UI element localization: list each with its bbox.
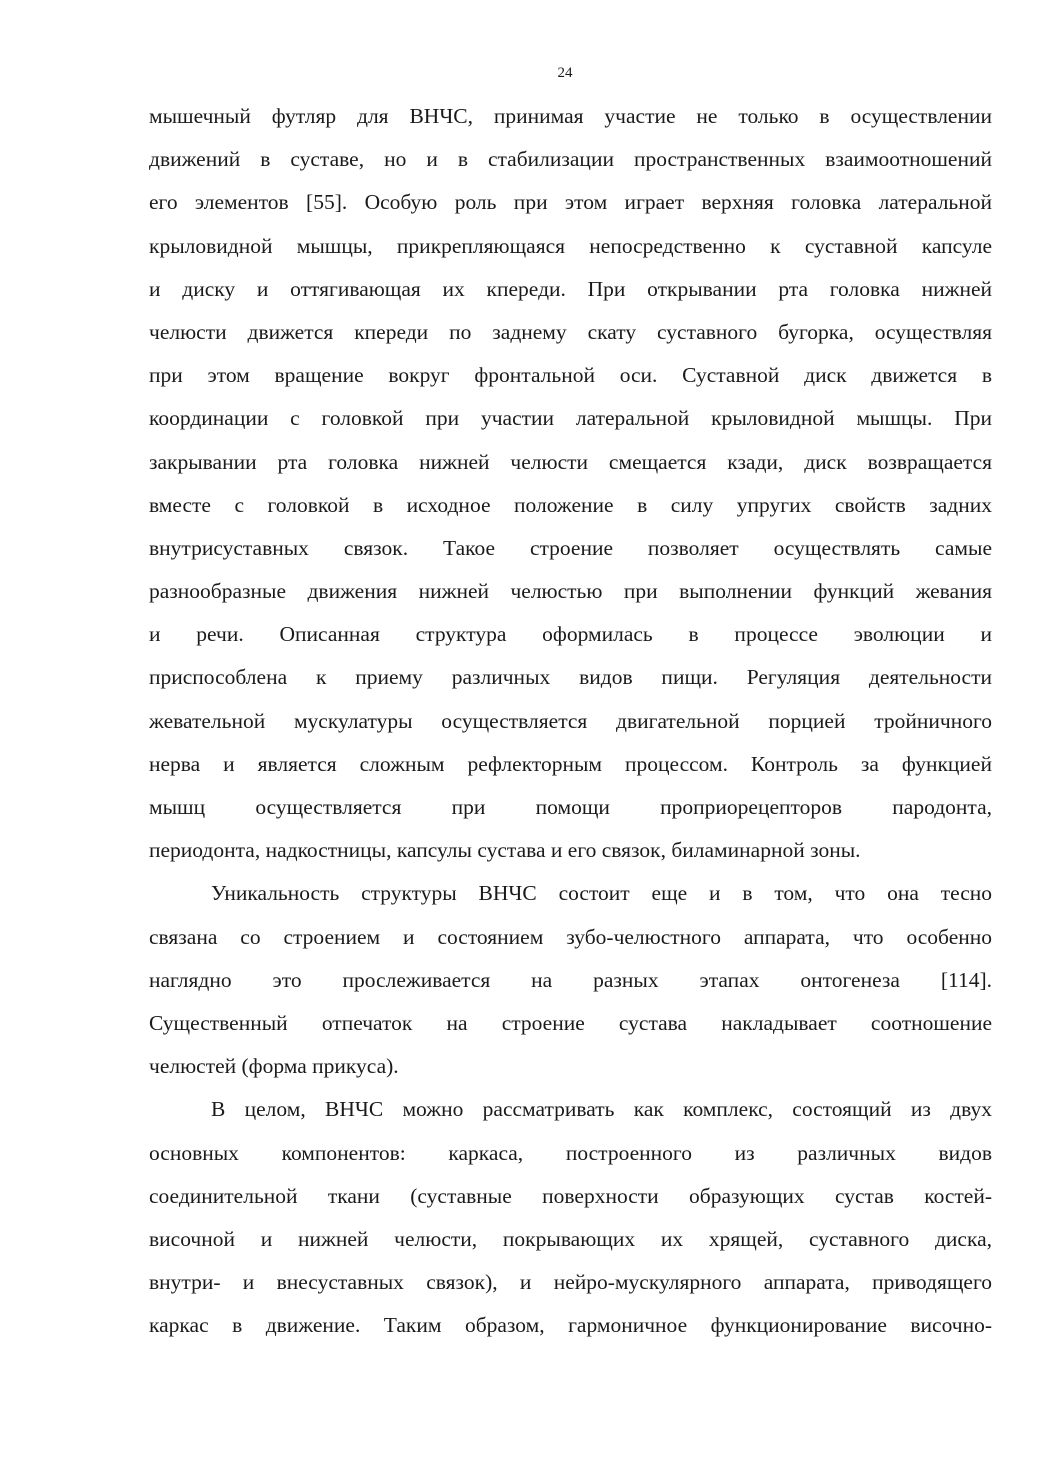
text-line: закрывании рта головка нижней челюсти смещается кзади, диск возвращается: [149, 449, 992, 474]
text-line: и диску и оттягивающая их кпереди. При открывании рта головка нижней: [149, 276, 992, 301]
text-line: мышечный футляр для ВНЧС, принимая участие не только в осуществлении: [149, 104, 992, 128]
text-line: разнообразные движения нижней челюстью при выполнении функций жевания: [149, 579, 992, 604]
text-line: каркас в движение. Таким образом, гармоничное функционирование височно-: [149, 1313, 992, 1338]
text-line: внутри- и внесуставных связок), и нейро-мускулярного аппарата, приводящего: [149, 1270, 992, 1295]
text-line: приспособлена к приему различных видов пищи. Регуляция деятельности: [149, 665, 992, 690]
text-line: мышц осуществляется при помощи проприорецепторов пародонта,: [149, 795, 992, 819]
text-line: его элементов [55]. Особую роль при этом играет верхняя головка латеральной: [149, 190, 992, 215]
text-line: связана со строением и состоянием зубо-челюстного аппарата, что особенно: [149, 924, 992, 949]
text-line: крыловидной мышцы, прикрепляющаяся непосредственно к суставной капсуле: [149, 233, 992, 258]
text-line: соединительной ткани (суставные поверхности образующих сустав костей-: [149, 1183, 992, 1208]
text-line: В целом, ВНЧС можно рассматривать как комплекс, состоящий из двух: [211, 1097, 992, 1122]
page-number: 24: [557, 65, 573, 81]
text-line: координации с головкой при участии латеральной крыловидной мышцы. При: [149, 406, 992, 431]
text-line: жевательной мускулатуры осуществляется двигательной порцией тройничного: [149, 708, 992, 733]
text-line: основных компонентов: каркаса, построенного из различных видов: [149, 1140, 992, 1165]
text-line: челюсти движется кпереди по заднему скату суставного бугорка, осуществляя: [149, 319, 992, 344]
text-line: наглядно это прослеживается на разных этапах онтогенеза [114].: [149, 967, 992, 992]
text-line: челюстей (форма прикуса).: [149, 1054, 399, 1079]
text-line: и речи. Описанная структура оформилась в процессе эволюции и: [149, 622, 992, 647]
text-line: при этом вращение вокруг фронтальной оси. Суставной диск движется в: [149, 363, 992, 388]
text-line: внутрисуставных связок. Такое строение позволяет осуществлять самые: [149, 535, 992, 560]
text-line: периодонта, надкостницы, капсулы сустава и его связок, биламинарной зоны.: [149, 838, 861, 863]
text-line: Уникальность структуры ВНЧС состоит еще и в том, что она тесно: [211, 881, 992, 906]
body-text: [149, 95, 992, 1347]
text-line: Существенный отпечаток на строение сустава накладывает соотношение: [149, 1010, 992, 1035]
text-line: височной и нижней челюсти, покрывающих их хрящей, суставного диска,: [149, 1226, 992, 1251]
text-line: вместе с головкой в исходное положение в силу упругих свойств задних: [149, 492, 992, 517]
text-line: движений в суставе, но и в стабилизации пространственных взаимоотношений: [149, 147, 992, 172]
text-line: нерва и является сложным рефлекторным процессом. Контроль за функцией: [149, 751, 992, 776]
